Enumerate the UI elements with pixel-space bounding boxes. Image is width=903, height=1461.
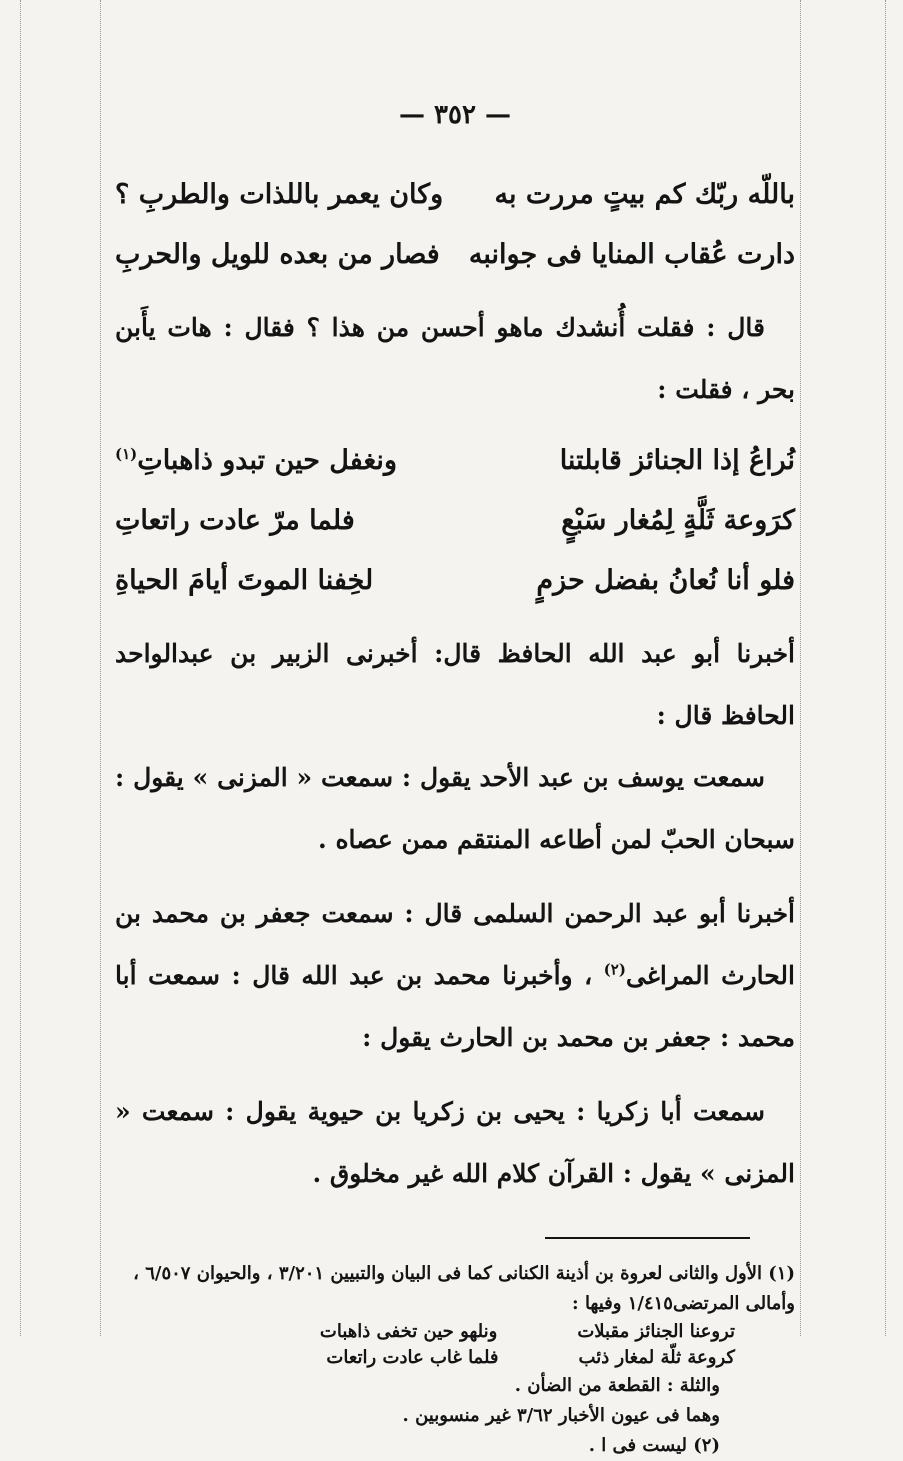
margin-guide-line [100,0,101,1336]
verse-hemistich-left: فلما مرّ عادت راتعاتِ [115,505,355,536]
footnote-marker[interactable]: (٢) [603,960,626,979]
footnote-gloss: والثلة : القطعة من الضأن . [514,1375,720,1396]
margin-guide-line [20,0,21,1336]
footnote-1: (١) الأول والثانى لعروة بن أذينة الكنانى كما فى البيان والتبيين ٣/٢٠١ ، والحيوان ٦/٥٠٧ ، وأمالى المرتضى١/٤١٥ وفيها : [133,1263,795,1314]
verse-hemistich-right: باللّه ربّك كم بيتٍ مررت به [494,179,795,210]
footnote-marker[interactable]: (١) [115,445,138,463]
verse-hemistich-left: لخِفنا الموتَ أيامَ الحياةِ [115,565,374,596]
footnote-2: (٢) ليست فى ا . [588,1435,720,1456]
verse-line [115,225,795,285]
verse-hemistich-left: وكان يعمر باللذات والطربِ ؟ [115,179,444,210]
footnote-verse [115,1319,795,1345]
verse-hemistich-right: دارت عُقاب المنايا فى جوانبه [468,239,795,270]
footnotes [115,1259,795,1461]
paragraph: قال : فقلت أُنشدك ماهو أحسن من هذا ؟ فقال : هات يأَبن بحر ، فقلت : [115,313,795,404]
footnote-source: وهما فى عيون الأخبار ٣/٦٢ غير منسوبين . [402,1405,720,1426]
margin-guide-line [800,0,801,1336]
verse-hemistich-left: ونلهو حين تخفى ذاهبات [319,1321,498,1342]
verse-hemistich-left: فلما غاب عادت راتعات [326,1347,499,1368]
page-number: — ٣٥٢ — [398,100,512,130]
verse-line [115,165,795,225]
verse-hemistich-left: ونغفل حين تبدو ذاهباتِ [137,445,397,476]
verse-hemistich-right: كروعة ثلّة لمغار ذئب [578,1347,735,1368]
verse-hemistich-left: فصار من بعده للويل والحربِ [115,239,440,270]
verse-line [115,551,795,611]
paragraph [115,883,795,1069]
footnote-separator [545,1237,750,1239]
paragraph: سمعت يوسف بن عبد الأحد يقول : سمعت « المزنى » يقول : سبحان الحبّ لمن أطاعه المنتقم ممن عصاه . [115,763,795,854]
paragraph-text: أخبرنا أبو عبد الرحمن السلمى قال : سمعت جعفر بن محمد بن الحارث المراغى [115,899,795,990]
verse-line [115,431,795,491]
verse-hemistich-right: فلو أنا نُعانُ بفضل حزمٍ [536,565,795,596]
verse-hemistich-right: كرَوعة ثَلَّةٍ لِمُغار سَبْعٍ [561,505,795,536]
margin-guide-line [885,0,886,1336]
paragraph: سمعت أبا زكريا : يحيى بن زكريا بن حيوية يقول : سمعت « المزنى » يقول : القرآن كلام الله غير مخلوق . [115,1097,795,1188]
footnote-verse [115,1345,795,1371]
paragraph: أخبرنا أبو عبد الله الحافظ قال: أخبرنى الزبير بن عبدالواحد الحافظ قال : [115,639,795,730]
paragraph-text: ، وأخبرنا محمد بن عبد الله قال : سمعت أبا محمد : جعفر بن محمد بن الحارث يقول : [115,961,795,1052]
page-content [115,95,795,1461]
verse-line [115,491,795,551]
verse-hemistich-right: نُراعُ إذا الجنائز قابلتنا [559,445,795,476]
verse-hemistich-right: تروعنا الجنائز مقبلات [577,1321,735,1342]
